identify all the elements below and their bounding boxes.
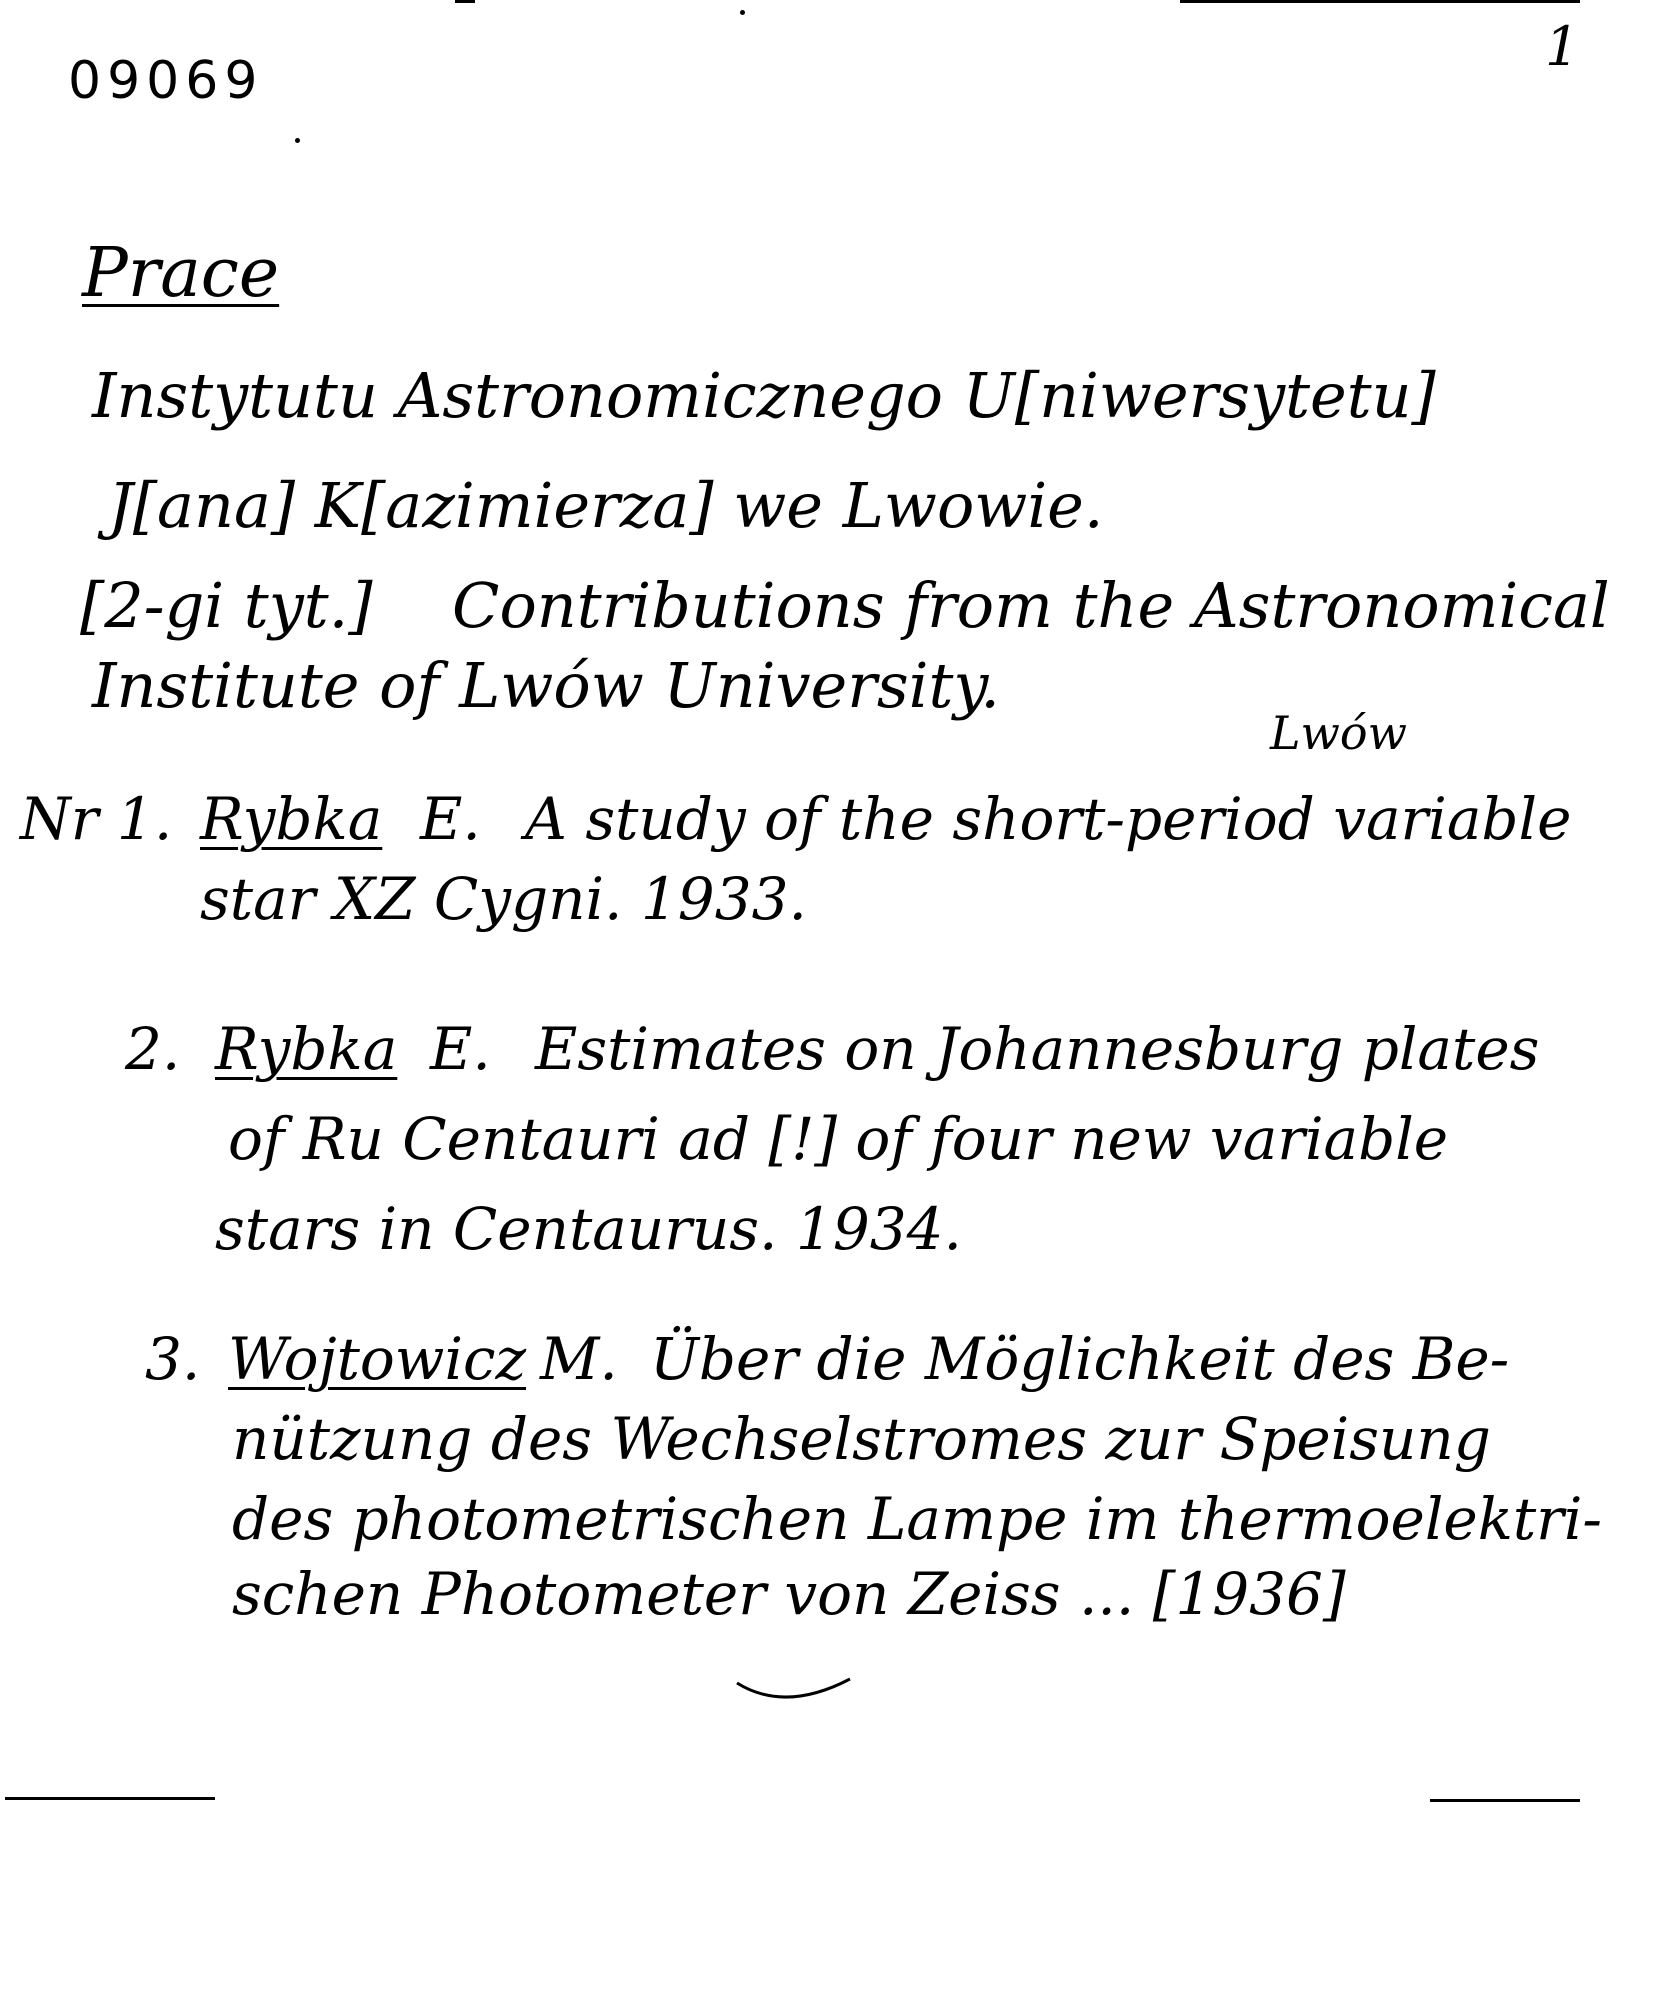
entry-2-line-2: of Ru Centauri ad [!] of four new variable xyxy=(228,1105,1449,1173)
bottom-edge-mark-left xyxy=(5,1797,215,1800)
series-line-2: J[ana] K[azimierza] we Lwowie. xyxy=(108,469,1104,542)
entry-3-line-4: schen Photometer von Zeiss ... [1936] xyxy=(232,1560,1346,1628)
alt-title-line-2: Institute of Lwów University. xyxy=(92,649,1000,722)
catalog-number: 09069 xyxy=(68,51,264,111)
bottom-edge-mark-right xyxy=(1430,1799,1580,1802)
entry-3-initial: M. xyxy=(540,1325,618,1393)
entry-3-line-2: nützung des Wechselstromes zur Speisung xyxy=(232,1405,1491,1473)
page-number: 1 xyxy=(1545,15,1580,78)
alt-title-line-1: Contributions from the Astronomical xyxy=(452,569,1610,642)
end-flourish xyxy=(735,1675,855,1715)
entry-2-author: Rybka xyxy=(215,1015,398,1083)
top-edge-mark-left xyxy=(455,0,475,3)
entry-1-line-1: A study of the short-period variable xyxy=(525,785,1572,853)
series-line-1: Instytutu Astronomicznego U[niwersytetu] xyxy=(92,359,1436,432)
stray-mark xyxy=(295,138,300,143)
entry-2-line-1: Estimates on Johannesburg plates xyxy=(535,1015,1540,1083)
entry-2-line-3: stars in Centaurus. 1934. xyxy=(215,1195,962,1263)
entry-1-initial: E. xyxy=(420,785,481,853)
place-note: Lwów xyxy=(1270,706,1407,760)
entry-3-author: Wojtowicz xyxy=(228,1325,527,1393)
entry-3-line-1: Über die Möglichkeit des Be- xyxy=(650,1325,1510,1393)
top-edge-mark-right xyxy=(1180,0,1580,3)
entry-3-line-3: des photometrischen Lampe im thermoelektri- xyxy=(232,1485,1603,1553)
entry-1-author: Rybka xyxy=(200,785,383,853)
entry-1-label: Nr 1. xyxy=(20,785,173,853)
heading: Prace xyxy=(82,234,280,313)
entry-2-label: 2. xyxy=(125,1015,181,1083)
entry-1-line-2: star XZ Cygni. 1933. xyxy=(200,865,807,933)
entry-3-label: 3. xyxy=(145,1325,201,1393)
stray-mark xyxy=(740,10,745,15)
entry-2-initial: E. xyxy=(430,1015,491,1083)
alt-title-prefix: [2-gi tyt.] xyxy=(80,569,373,642)
